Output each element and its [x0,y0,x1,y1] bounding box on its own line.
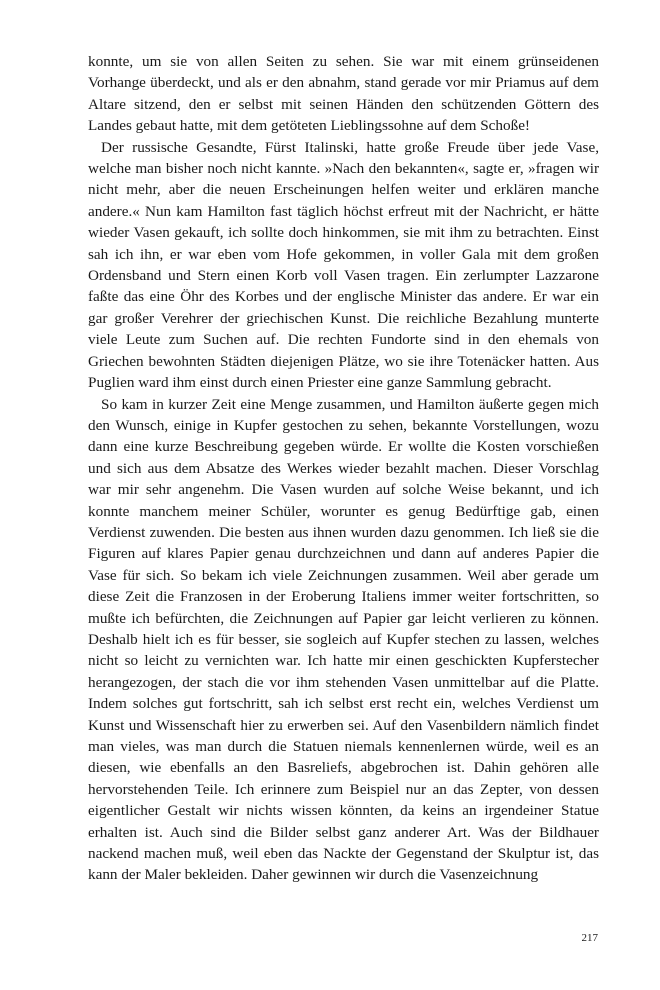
paragraph-continued: konnte, um sie von allen Seiten zu sehen. Sie war mit einem grünseidenen Vorhange überdeckt, und als er den abnahm, stand gerade vor mir Priamus auf dem Altare sitzend, den er selbst mit seinen Händen den schützenden Göttern des Landes gebaut hatte, mit dem getöteten Lieblingssohne auf dem Schoße! [88,53,599,135]
paragraph: So kam in kurzer Zeit eine Menge zusammen, und Hamilton äußerte gegen mich den Wunsch, einige in Kupfer gestochen zu sehen, bekannte Vorstellungen, wozu dann eine kurze Beschreibung gegeben würde. Er wollte die Kosten vorschießen und sich aus dem Absatze des Werkes wieder bezahlt machen. Dieser Vorschlag war mir sehr angenehm. Die Vasen wurden auf solche Weise bekannt, und ich konnte manchem meiner Schüler, worunter es genug Bedürftige gab, einen Verdienst zuwenden. Die besten aus ihnen wurden dazu genommen. Ich ließ sie die Figuren auf klares Papier genau durchzeichnen und dann auf anderes Papier die Vase für sich. So bekam ich viele Zeichnungen zusammen. Weil aber gerade um diese Zeit die Franzosen in der Eroberung Italiens immer weiter fortschritten, so mußte ich befürchten, die Zeichnungen auf Papier gar leicht verlieren zu können. Deshalb hielt ich es für besser, sie sogleich auf Kupfer stechen zu lassen, welches nicht so leicht zu vernichten war. Ich hatte mir einen geschickten Kupferstecher herangezogen, der stach die vor ihm stehenden Vasen unmittelbar auf die Platte. Indem solches gut fortschritt, sah ich selbst erst recht ein, welches Verdienst um Kunst und Wissenschaft hier zu erwerben sei. Auf den Vasenbildern nämlich findet man vieles, was man durch die Statuen niemals kennenlernen würde, weil es an diesen, wie ebenfalls an den Basreliefs, abgebrochen ist. Dahin gehören alle hervorstehenden Teile. Ich erinnere zum Beispiel nur an das Zepter, von dessen eigentlicher Gestalt wir nichts wissen könnten, da keins an irgendeiner Statue erhalten ist. Auch sind die Bilder selbst ganz anderer Art. Was der Bildhauer nackend machen muß, weil eben das Nackte der Gegenstand der Skulptur ist, das kann der Maler bekleiden. Daher gewinnen wir durch die Vasenzeichnung [88,395,599,884]
page-number: 217 [581,932,598,944]
paragraph: Der russische Gesandte, Fürst Italinski, hatte große Freude über jede Vase, welche man bisher noch nicht kannte. »Nach den bekannten«, sagte er, »fragen wir nicht mehr, aber die neuen Erscheinungen helfen weiter und erklären manche andere.« Nun kam Hamilton fast täglich höchst erfreut mit der Nachricht, er hätte wieder Vasen gekauft, ich sollte doch hinkommen, sie mit ihm zu betrachten. Einst sah ich ihn, er war eben vom Hofe gekommen, in voller Gala mit dem großen Ordensband und Stern einen Korb voll Vasen tragen. Ein zerlumpter Lazzarone faßte das eine Öhr des Korbes und der englische Minister das andere. Er war ein gar großer Verehrer der griechischen Kunst. Die reichliche Bezahlung munterte viele Leute zum Suchen auf. Die rechten Fundorte sind in den ehemals von Griechen bewohnten Städten diejenigen Plätze, wo sie ihre Totenäcker hatten. Aus Puglien ward ihm einst durch einen Priester eine ganze Sammlung gebracht. [88,138,599,392]
body-text [88,51,599,886]
